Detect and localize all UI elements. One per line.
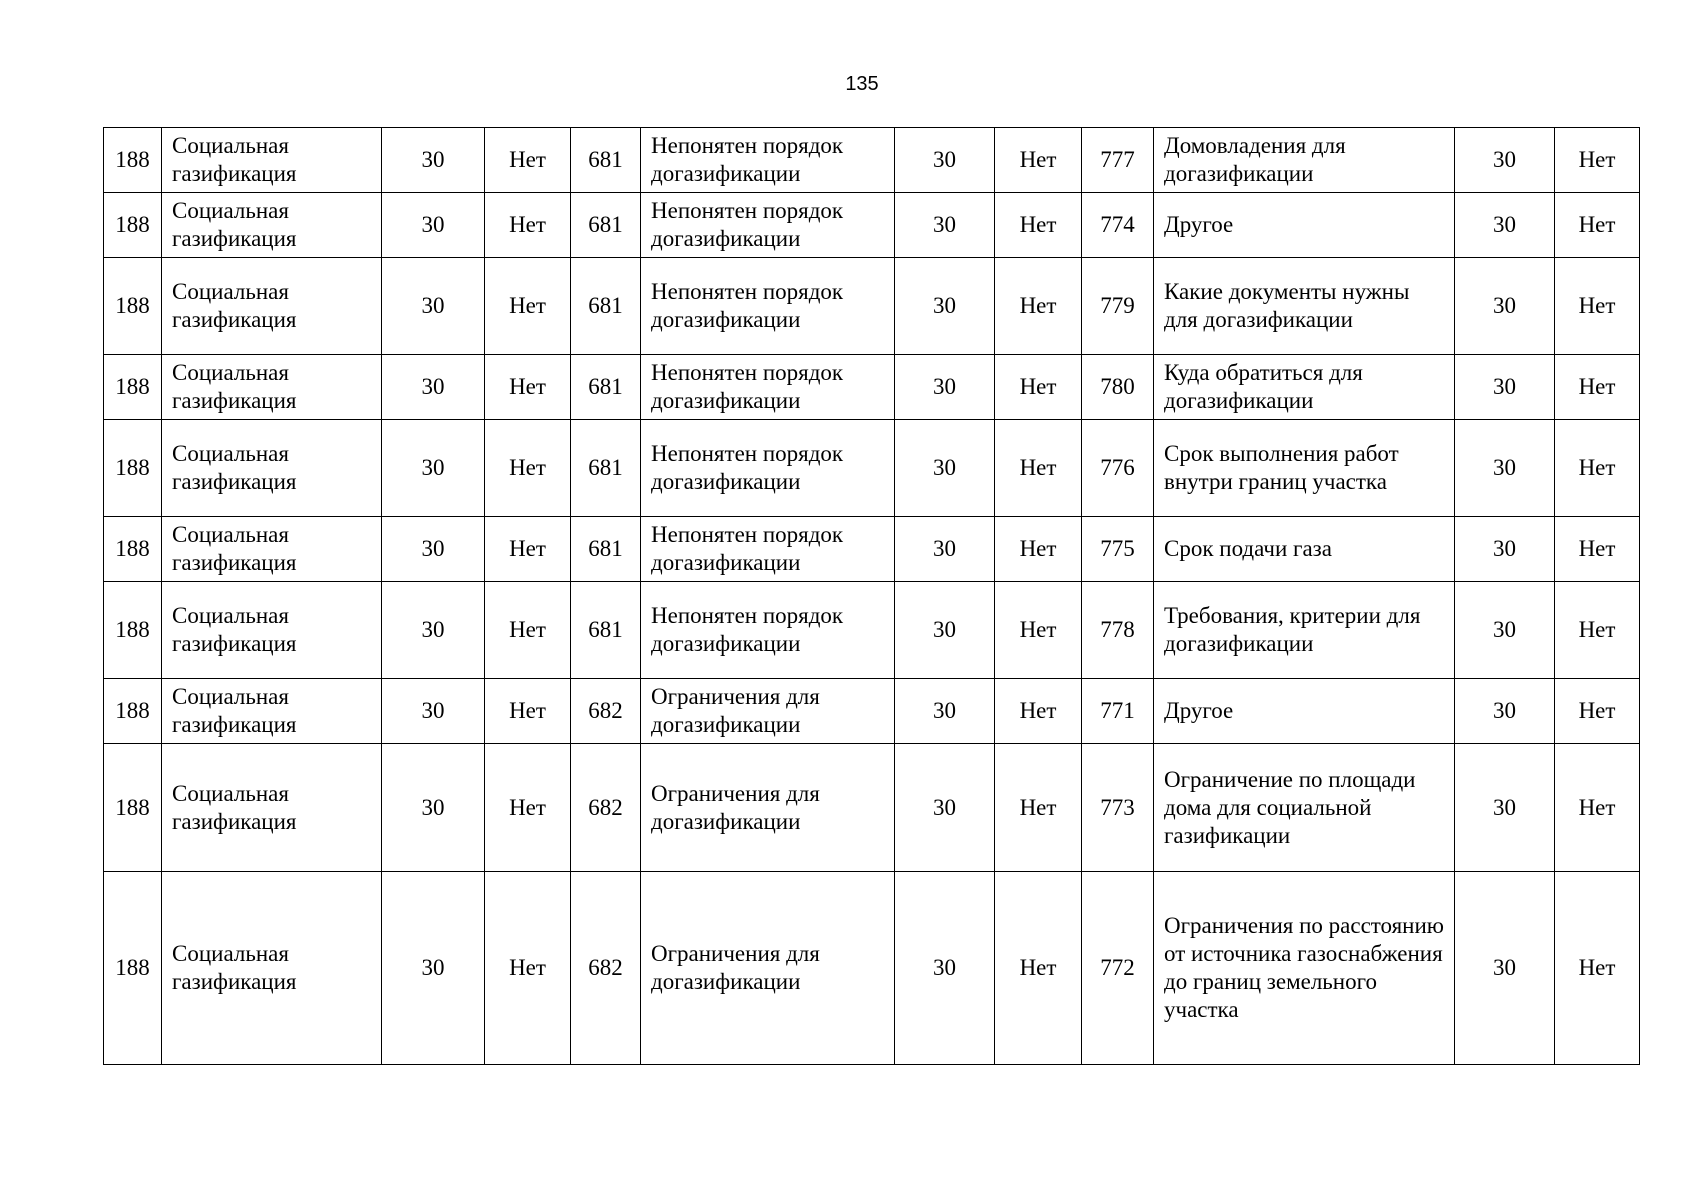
cell-value: 30: [1455, 872, 1555, 1065]
table-row: [104, 258, 1640, 355]
cell-id: 188: [104, 128, 162, 193]
cell-flag: Нет: [995, 744, 1082, 872]
cell-id: 188: [104, 355, 162, 420]
cell-flag: Нет: [1555, 582, 1640, 679]
cell-subcategory: Ограничения для догазификации: [641, 744, 895, 872]
cell-id: 188: [104, 679, 162, 744]
cell-flag: Нет: [1555, 517, 1640, 582]
cell-category: Социальная газификация: [162, 193, 382, 258]
cell-id: 780: [1082, 355, 1154, 420]
cell-flag: Нет: [995, 355, 1082, 420]
cell-flag: Нет: [485, 355, 571, 420]
cell-subcategory: Непонятен порядок догазификации: [641, 193, 895, 258]
cell-flag: Нет: [485, 517, 571, 582]
cell-value: 30: [1455, 355, 1555, 420]
cell-id: 682: [571, 872, 641, 1065]
cell-value: 30: [1455, 258, 1555, 355]
cell-id: 188: [104, 258, 162, 355]
cell-id: 188: [104, 517, 162, 582]
cell-topic: Срок подачи газа: [1154, 517, 1455, 582]
cell-topic: Ограничения по расстоянию от источника газоснабжения до границ земельного участка: [1154, 872, 1455, 1065]
cell-id: 771: [1082, 679, 1154, 744]
cell-id: 776: [1082, 420, 1154, 517]
cell-value: 30: [382, 517, 485, 582]
cell-flag: Нет: [485, 258, 571, 355]
cell-id: 773: [1082, 744, 1154, 872]
cell-value: 30: [382, 744, 485, 872]
cell-topic: Другое: [1154, 679, 1455, 744]
cell-value: 30: [895, 355, 995, 420]
cell-value: 30: [382, 128, 485, 193]
cell-category: Социальная газификация: [162, 258, 382, 355]
data-table: [103, 127, 1640, 1065]
cell-id: 774: [1082, 193, 1154, 258]
cell-flag: Нет: [995, 128, 1082, 193]
cell-value: 30: [1455, 744, 1555, 872]
cell-category: Социальная газификация: [162, 517, 382, 582]
cell-flag: Нет: [995, 582, 1082, 679]
cell-value: 30: [895, 872, 995, 1065]
cell-id: 681: [571, 420, 641, 517]
cell-id: 682: [571, 744, 641, 872]
cell-subcategory: Ограничения для догазификации: [641, 679, 895, 744]
cell-subcategory: Ограничения для догазификации: [641, 872, 895, 1065]
cell-topic: Срок выполнения работ внутри границ участка: [1154, 420, 1455, 517]
cell-topic: Требования, критерии для догазификации: [1154, 582, 1455, 679]
cell-value: 30: [895, 128, 995, 193]
cell-category: Социальная газификация: [162, 872, 382, 1065]
cell-topic: Какие документы нужны для догазификации: [1154, 258, 1455, 355]
cell-topic: Домовладения для догазификации: [1154, 128, 1455, 193]
cell-value: 30: [1455, 193, 1555, 258]
cell-id: 681: [571, 258, 641, 355]
cell-subcategory: Непонятен порядок догазификации: [641, 517, 895, 582]
table-row: [104, 193, 1640, 258]
cell-value: 30: [895, 582, 995, 679]
cell-flag: Нет: [485, 420, 571, 517]
cell-value: 30: [1455, 679, 1555, 744]
cell-value: 30: [382, 258, 485, 355]
cell-id: 682: [571, 679, 641, 744]
cell-value: 30: [1455, 128, 1555, 193]
cell-flag: Нет: [485, 128, 571, 193]
cell-flag: Нет: [1555, 744, 1640, 872]
table-row: [104, 679, 1640, 744]
cell-value: 30: [1455, 517, 1555, 582]
cell-value: 30: [895, 744, 995, 872]
cell-id: 681: [571, 517, 641, 582]
cell-flag: Нет: [485, 193, 571, 258]
cell-value: 30: [1455, 582, 1555, 679]
cell-id: 778: [1082, 582, 1154, 679]
cell-subcategory: Непонятен порядок догазификации: [641, 258, 895, 355]
cell-value: 30: [382, 872, 485, 1065]
cell-category: Социальная газификация: [162, 679, 382, 744]
cell-flag: Нет: [1555, 420, 1640, 517]
cell-value: 30: [382, 193, 485, 258]
table-row: [104, 355, 1640, 420]
cell-id: 188: [104, 193, 162, 258]
cell-subcategory: Непонятен порядок догазификации: [641, 355, 895, 420]
cell-id: 772: [1082, 872, 1154, 1065]
cell-flag: Нет: [995, 193, 1082, 258]
cell-category: Социальная газификация: [162, 744, 382, 872]
cell-topic: Другое: [1154, 193, 1455, 258]
cell-topic: Ограничение по площади дома для социальной газификации: [1154, 744, 1455, 872]
cell-value: 30: [382, 679, 485, 744]
cell-category: Социальная газификация: [162, 355, 382, 420]
cell-flag: Нет: [485, 679, 571, 744]
cell-value: 30: [382, 582, 485, 679]
cell-id: 777: [1082, 128, 1154, 193]
cell-value: 30: [895, 420, 995, 517]
cell-id: 681: [571, 355, 641, 420]
table-row: [104, 582, 1640, 679]
cell-id: 681: [571, 128, 641, 193]
cell-flag: Нет: [1555, 872, 1640, 1065]
cell-value: 30: [382, 420, 485, 517]
cell-value: 30: [1455, 420, 1555, 517]
cell-id: 779: [1082, 258, 1154, 355]
cell-flag: Нет: [995, 679, 1082, 744]
cell-id: 681: [571, 193, 641, 258]
table-row: [104, 128, 1640, 193]
cell-category: Социальная газификация: [162, 420, 382, 517]
cell-flag: Нет: [1555, 355, 1640, 420]
table-row: [104, 744, 1640, 872]
cell-flag: Нет: [1555, 258, 1640, 355]
table-row: [104, 517, 1640, 582]
cell-id: 775: [1082, 517, 1154, 582]
cell-id: 188: [104, 582, 162, 679]
cell-flag: Нет: [1555, 193, 1640, 258]
cell-category: Социальная газификация: [162, 582, 382, 679]
cell-subcategory: Непонятен порядок догазификации: [641, 128, 895, 193]
cell-subcategory: Непонятен порядок догазификации: [641, 582, 895, 679]
cell-category: Социальная газификация: [162, 128, 382, 193]
cell-topic: Куда обратиться для догазификации: [1154, 355, 1455, 420]
cell-flag: Нет: [995, 872, 1082, 1065]
cell-flag: Нет: [1555, 679, 1640, 744]
cell-flag: Нет: [1555, 128, 1640, 193]
page-number: 135: [845, 73, 879, 95]
cell-id: 681: [571, 582, 641, 679]
cell-id: 188: [104, 744, 162, 872]
cell-value: 30: [895, 679, 995, 744]
cell-value: 30: [895, 193, 995, 258]
cell-id: 188: [104, 872, 162, 1065]
cell-flag: Нет: [485, 582, 571, 679]
cell-flag: Нет: [995, 258, 1082, 355]
cell-value: 30: [895, 517, 995, 582]
cell-flag: Нет: [485, 744, 571, 872]
cell-flag: Нет: [995, 420, 1082, 517]
table-row: [104, 872, 1640, 1065]
table-row: [104, 420, 1640, 517]
cell-subcategory: Непонятен порядок догазификации: [641, 420, 895, 517]
cell-flag: Нет: [995, 517, 1082, 582]
cell-id: 188: [104, 420, 162, 517]
cell-value: 30: [382, 355, 485, 420]
cell-flag: Нет: [485, 872, 571, 1065]
cell-value: 30: [895, 258, 995, 355]
